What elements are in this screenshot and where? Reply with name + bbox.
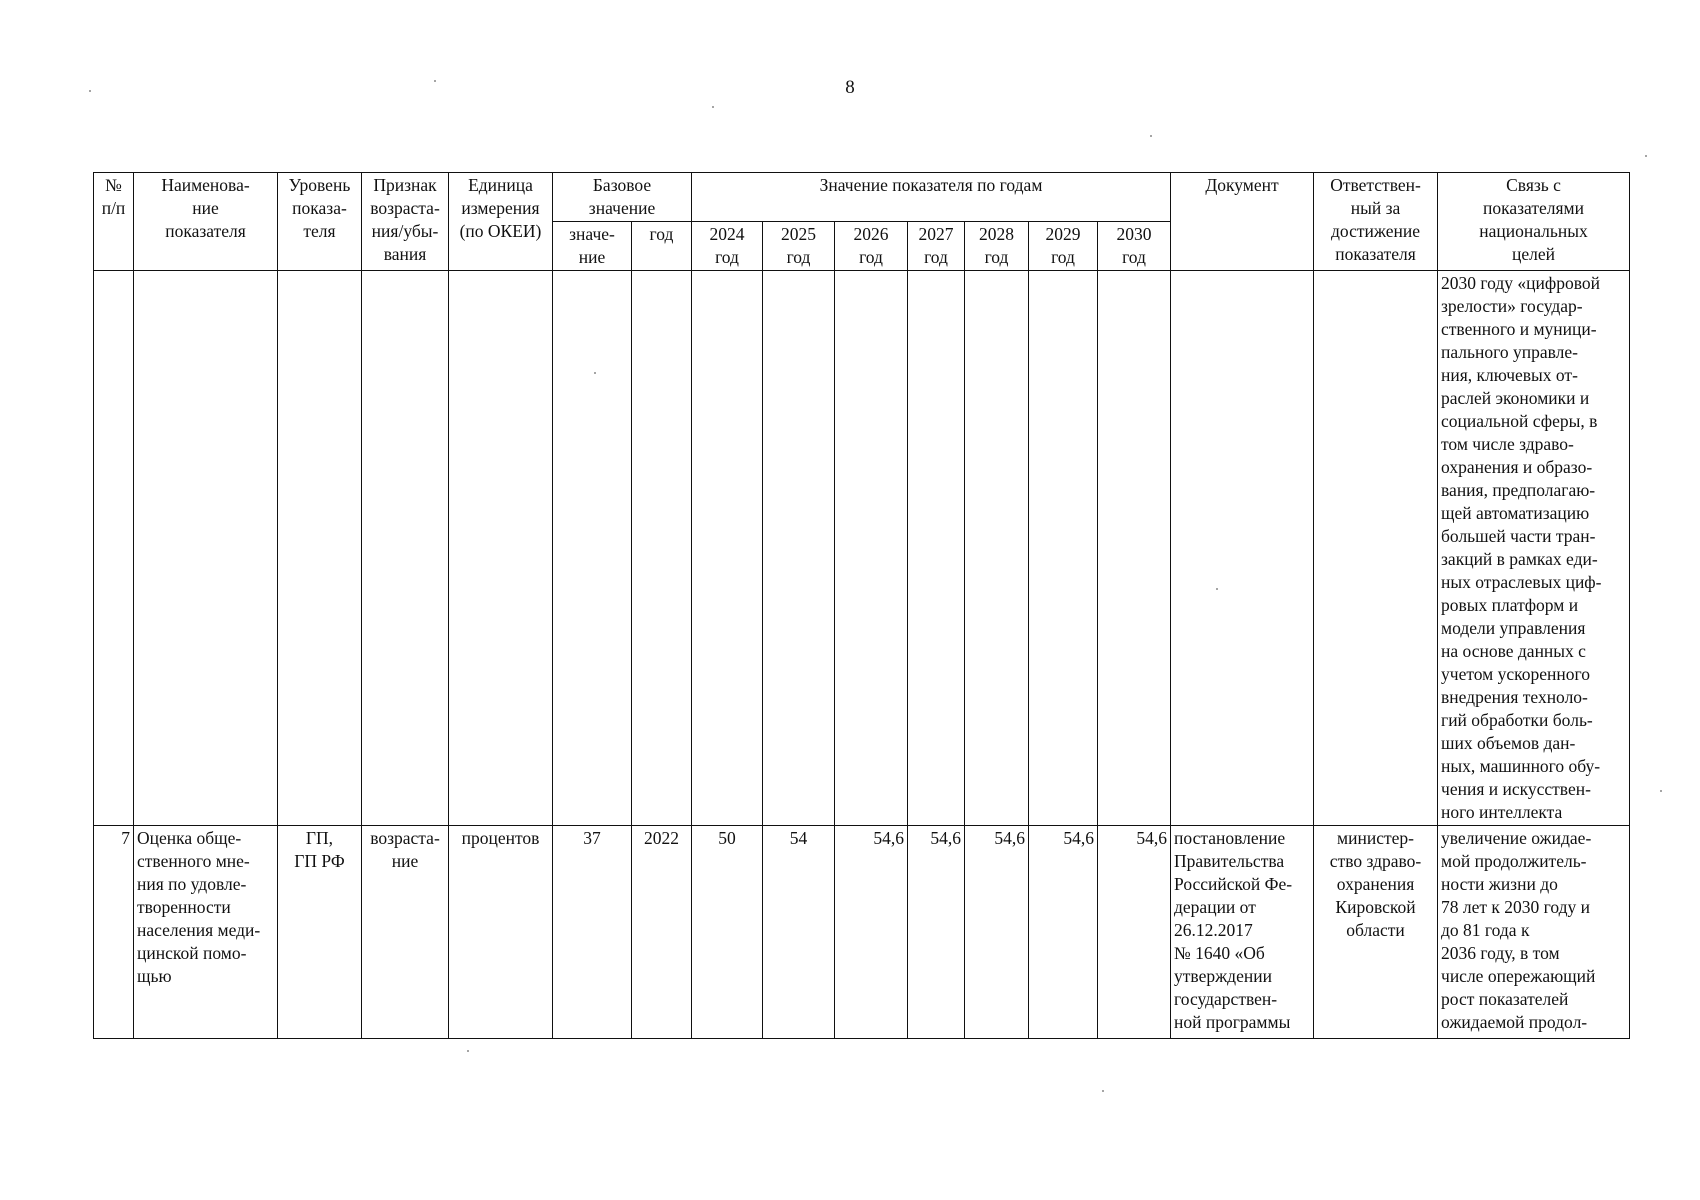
cell-base-value: 37 — [553, 826, 632, 1039]
header-year-2030: 2030 год — [1098, 222, 1171, 271]
cell-empty — [835, 271, 908, 826]
header-base-group: Базовое значение — [553, 173, 692, 222]
cell-base-year: 2022 — [632, 826, 692, 1039]
cell-empty — [1029, 271, 1098, 826]
header-document: Документ — [1171, 173, 1314, 271]
header-year-2027: 2027 год — [908, 222, 965, 271]
cell-empty — [362, 271, 449, 826]
header-level: Уровень показа- теля — [278, 173, 362, 271]
header-responsible: Ответствен- ный за достижение показателя — [1314, 173, 1438, 271]
scan-speck — [712, 106, 714, 108]
cell-trend: возраста- ние — [362, 826, 449, 1039]
cell-empty — [449, 271, 553, 826]
cell-empty — [763, 271, 835, 826]
cell-empty — [632, 271, 692, 826]
scan-speck — [1645, 155, 1647, 157]
scan-speck — [1660, 790, 1662, 792]
header-num: № п/п — [94, 173, 134, 271]
cell-value-2025: 54 — [763, 826, 835, 1039]
cell-name: Оценка обще- ственного мне- ния по удовле- творенности населения меди- цинской помо- щью — [134, 826, 278, 1039]
header-unit: Единица измерения (по ОКЕИ) — [449, 173, 553, 271]
cell-document: постановление Правительства Российской Фе- дерации от 26.12.2017 № 1640 «Об утверждении государствен- ной программы — [1171, 826, 1314, 1039]
page-number: 8 — [845, 77, 855, 98]
header-row-1 — [94, 173, 1630, 222]
scan-speck — [434, 80, 436, 82]
header-year-2024: 2024 год — [692, 222, 763, 271]
cell-value-2026: 54,6 — [835, 826, 908, 1039]
header-years-group: Значение показателя по годам — [692, 173, 1171, 222]
cell-empty — [908, 271, 965, 826]
header-name: Наименова- ние показателя — [134, 173, 278, 271]
scan-speck — [89, 90, 91, 92]
cell-empty — [1171, 271, 1314, 826]
cell-value-2028: 54,6 — [965, 826, 1029, 1039]
cell-empty — [692, 271, 763, 826]
header-link: Связь с показателями национальных целей — [1438, 173, 1630, 271]
cell-value-2029: 54,6 — [1029, 826, 1098, 1039]
cell-empty — [134, 271, 278, 826]
indicator-table — [93, 172, 1630, 1039]
cell-value-2024: 50 — [692, 826, 763, 1039]
header-year-2029: 2029 год — [1029, 222, 1098, 271]
header-base-year: год — [632, 222, 692, 271]
cell-empty — [1314, 271, 1438, 826]
header-year-2028: 2028 год — [965, 222, 1029, 271]
cell-level: ГП, ГП РФ — [278, 826, 362, 1039]
scan-speck — [594, 372, 596, 374]
cell-link: увеличение ожидае- мой продолжитель- ности жизни до 78 лет к 2030 году и до 81 года к 2036 году, в том числе опережающий рост показателей ожидаемой продол- — [1438, 826, 1630, 1039]
scan-speck — [1150, 135, 1152, 137]
cell-link-continuation: 2030 году «цифровой зрелости» государ- ственного и муници- пального управле- ния, ключевых от- раслей экономики и социальной сферы, в том числе здраво- охранения и образо- вания, предполагаю- щей автоматизацию большей части тран- закций в рамках еди- ных отраслевых циф- ровых платформ и модели управления на основе данных с учетом ускоренного внедрения техноло- гий обработки боль- ших объемов дан- ных, машинного обу- чения и искусствен- ного интеллекта — [1438, 271, 1630, 826]
cell-empty — [965, 271, 1029, 826]
scan-speck — [1216, 588, 1218, 590]
cell-unit: процентов — [449, 826, 553, 1039]
cell-value-2030: 54,6 — [1098, 826, 1171, 1039]
table-row-continuation — [94, 271, 1630, 826]
header-year-2026: 2026 год — [835, 222, 908, 271]
scan-speck — [1102, 1090, 1104, 1092]
header-year-2025: 2025 год — [763, 222, 835, 271]
cell-empty — [94, 271, 134, 826]
cell-value-2027: 54,6 — [908, 826, 965, 1039]
cell-empty — [553, 271, 632, 826]
cell-responsible: министер- ство здраво- охранения Кировской области — [1314, 826, 1438, 1039]
cell-empty — [278, 271, 362, 826]
cell-num: 7 — [94, 826, 134, 1039]
header-base-value: значе- ние — [553, 222, 632, 271]
scan-speck — [467, 1050, 469, 1052]
table-row-7 — [94, 826, 1630, 1039]
cell-empty — [1098, 271, 1171, 826]
header-trend: Признак возраста- ния/убы- вания — [362, 173, 449, 271]
